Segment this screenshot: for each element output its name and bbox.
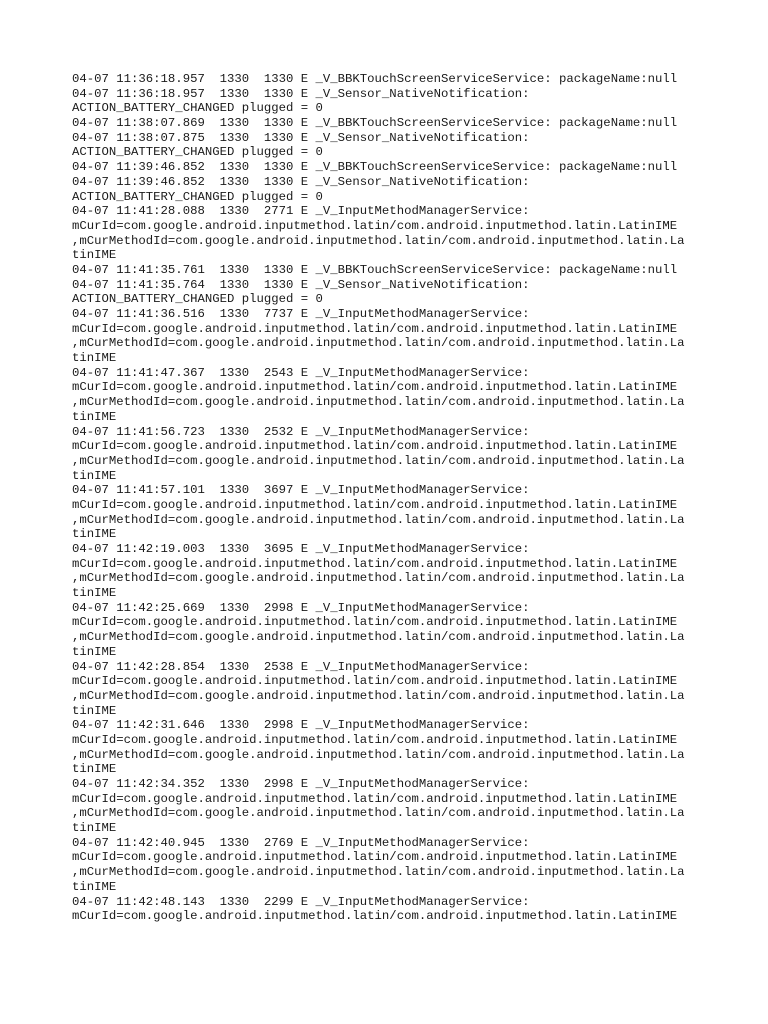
log-line: tinIME: [72, 527, 117, 542]
log-line: 04-07 11:42:25.669 1330 2998 E _V_InputMethodManagerService:: [72, 600, 530, 615]
log-line: tinIME: [72, 248, 117, 263]
log-line: ,mCurMethodId=com.google.android.inputmethod.latin/com.android.inputmethod.latin.La: [72, 806, 685, 821]
log-line: 04-07 11:39:46.852 1330 1330 E _V_Sensor_NativeNotification:: [72, 174, 530, 189]
log-line: 04-07 11:42:34.352 1330 2998 E _V_InputMethodManagerService:: [72, 777, 530, 791]
log-line: 04-07 11:36:18.957 1330 1330 E _V_BBKTouchScreenServiceService: packageName:null: [72, 72, 678, 86]
log-line: ,mCurMethodId=com.google.android.inputmethod.latin/com.android.inputmethod.latin.La: [72, 453, 685, 468]
log-line: 04-07 11:41:35.761 1330 1330 E _V_BBKTouchScreenServiceService: packageName:null: [72, 262, 678, 277]
log-line: tinIME: [72, 879, 117, 894]
log-line: 04-07 11:42:31.646 1330 2998 E _V_InputMethodManagerService:: [72, 718, 530, 733]
log-line: ,mCurMethodId=com.google.android.inputmethod.latin/com.android.inputmethod.latin.La: [72, 688, 685, 703]
log-line: mCurId=com.google.android.inputmethod.latin/com.android.inputmethod.latin.LatinIME: [72, 850, 678, 865]
log-line: tinIME: [72, 703, 117, 718]
log-line: mCurId=com.google.android.inputmethod.latin/com.android.inputmethod.latin.LatinIME: [72, 439, 678, 454]
log-line: ,mCurMethodId=com.google.android.inputmethod.latin/com.android.inputmethod.latin.La: [72, 747, 685, 762]
log-line: tinIME: [72, 586, 117, 601]
log-line: 04-07 11:42:48.143 1330 2299 E _V_InputMethodManagerService:: [72, 894, 530, 909]
log-line: ACTION_BATTERY_CHANGED plugged = 0: [72, 101, 323, 116]
log-line: mCurId=com.google.android.inputmethod.latin/com.android.inputmethod.latin.LatinIME: [72, 321, 678, 336]
log-line: ACTION_BATTERY_CHANGED plugged = 0: [72, 189, 323, 204]
log-line: 04-07 11:41:47.367 1330 2543 E _V_InputMethodManagerService:: [72, 365, 530, 380]
log-line: 04-07 11:42:40.945 1330 2769 E _V_InputMethodManagerService:: [72, 835, 530, 850]
log-line: 04-07 11:42:19.003 1330 3695 E _V_InputMethodManagerService:: [72, 542, 530, 556]
log-line: tinIME: [72, 351, 117, 366]
log-line: 04-07 11:38:07.875 1330 1330 E _V_Sensor_NativeNotification:: [72, 130, 530, 145]
log-line: ,mCurMethodId=com.google.android.inputmethod.latin/com.android.inputmethod.latin.La: [72, 865, 685, 880]
log-line: ,mCurMethodId=com.google.android.inputmethod.latin/com.android.inputmethod.latin.La: [72, 336, 685, 351]
log-line: ,mCurMethodId=com.google.android.inputmethod.latin/com.android.inputmethod.latin.La: [72, 571, 685, 586]
log-line: tinIME: [72, 644, 117, 659]
log-line: 04-07 11:38:07.869 1330 1330 E _V_BBKTouchScreenServiceService: packageName:null: [72, 116, 678, 131]
log-line: ACTION_BATTERY_CHANGED plugged = 0: [72, 145, 323, 160]
log-line: 04-07 11:36:18.957 1330 1330 E _V_Sensor_NativeNotification:: [72, 86, 530, 101]
log-line: 04-07 11:39:46.852 1330 1330 E _V_BBKTouchScreenServiceService: packageName:null: [72, 160, 678, 175]
log-line: mCurId=com.google.android.inputmethod.latin/com.android.inputmethod.latin.LatinIME: [72, 732, 678, 747]
log-line: mCurId=com.google.android.inputmethod.latin/com.android.inputmethod.latin.LatinIME: [72, 615, 678, 630]
log-line: ,mCurMethodId=com.google.android.inputmethod.latin/com.android.inputmethod.latin.La: [72, 630, 685, 645]
log-line: mCurId=com.google.android.inputmethod.latin/com.android.inputmethod.latin.LatinIME: [72, 909, 678, 924]
log-line: mCurId=com.google.android.inputmethod.latin/com.android.inputmethod.latin.LatinIME: [72, 380, 678, 395]
log-line: mCurId=com.google.android.inputmethod.latin/com.android.inputmethod.latin.LatinIME: [72, 556, 678, 571]
log-document-body: [72, 72, 712, 924]
log-line: ,mCurMethodId=com.google.android.inputmethod.latin/com.android.inputmethod.latin.La: [72, 512, 685, 527]
log-line: tinIME: [72, 409, 117, 424]
log-line: tinIME: [72, 468, 117, 483]
log-line: mCurId=com.google.android.inputmethod.latin/com.android.inputmethod.latin.LatinIME: [72, 791, 678, 806]
log-line: mCurId=com.google.android.inputmethod.latin/com.android.inputmethod.latin.LatinIME: [72, 674, 678, 689]
log-line: tinIME: [72, 821, 117, 836]
log-line: 04-07 11:41:56.723 1330 2532 E _V_InputMethodManagerService:: [72, 424, 530, 439]
log-line: 04-07 11:41:35.764 1330 1330 E _V_Sensor_NativeNotification:: [72, 277, 530, 292]
log-line: 04-07 11:41:28.088 1330 2771 E _V_InputMethodManagerService:: [72, 204, 530, 219]
log-line: 04-07 11:41:36.516 1330 7737 E _V_InputMethodManagerService:: [72, 307, 530, 321]
log-line: ,mCurMethodId=com.google.android.inputmethod.latin/com.android.inputmethod.latin.La: [72, 233, 685, 248]
log-line: 04-07 11:42:28.854 1330 2538 E _V_InputMethodManagerService:: [72, 659, 530, 674]
log-line: mCurId=com.google.android.inputmethod.latin/com.android.inputmethod.latin.LatinIME: [72, 218, 678, 233]
log-line: tinIME: [72, 762, 117, 777]
log-line: mCurId=com.google.android.inputmethod.latin/com.android.inputmethod.latin.LatinIME: [72, 497, 678, 512]
log-line: ,mCurMethodId=com.google.android.inputmethod.latin/com.android.inputmethod.latin.La: [72, 395, 685, 410]
log-line: 04-07 11:41:57.101 1330 3697 E _V_InputMethodManagerService:: [72, 483, 530, 498]
log-line: ACTION_BATTERY_CHANGED plugged = 0: [72, 292, 323, 307]
